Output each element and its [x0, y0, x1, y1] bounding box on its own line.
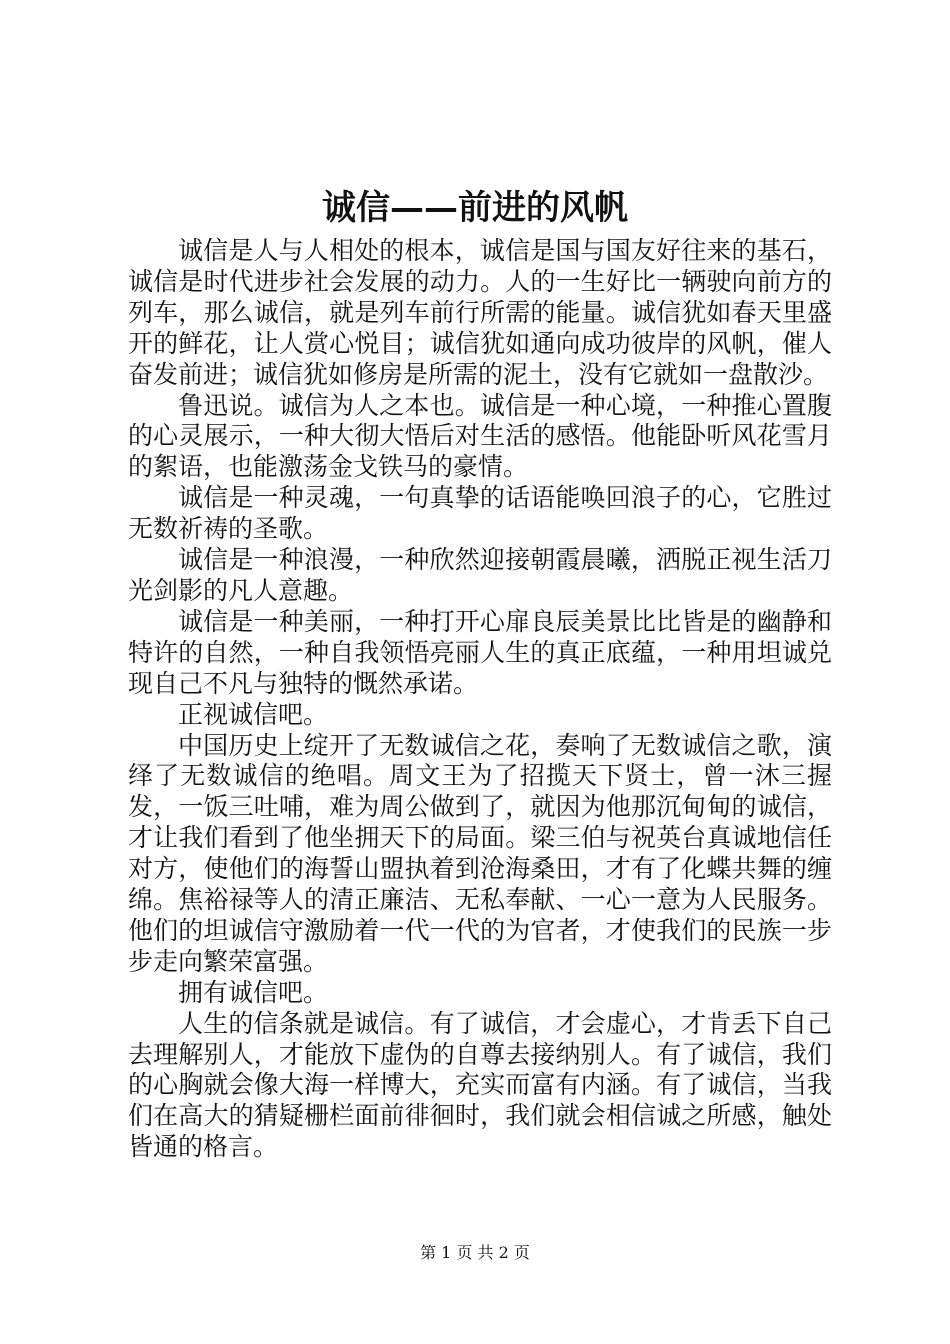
paragraph: 中国历史上绽开了无数诚信之花，奏响了无数诚信之歌，演绎了无数诚信的绝唱。周文王为了招揽天下贤士，曾一沐三握发，一饭三吐哺，难为周公做到了，就因为他那沉甸甸的诚信，才让我们看到了他坐拥天下的局面。梁三伯与祝英台真诚地信任对方，使他们的海誓山盟执着到沧海桑田，才有了化蝶共舞的缠绵。焦裕禄等人的清正廉洁、无私奉献、一心一意为人民服务。他们的坦诚信守激励着一代一代的为官者，才使我们的民族一步步走向繁荣富强。 — [128, 730, 832, 976]
paragraph: 人生的信条就是诚信。有了诚信，才会虚心，才肯丢下自己去理解别人，才能放下虚伪的自尊去接纳别人。有了诚信，我们的心胸就会像大海一样博大，充实而富有内涵。有了诚信，当我们在高大的猜疑栅栏面前徘徊时，我们就会相信诚之所感，触处皆通的格言。 — [128, 1008, 832, 1162]
paragraph: 诚信是一种美丽，一种打开心扉良辰美景比比皆是的幽静和特许的自然，一种自我领悟亮丽人生的真正底蕴，一种用坦诚兑现自己不凡与独特的慨然承诺。 — [128, 606, 832, 698]
document-title: 诚信——前进的风帆 — [322, 188, 628, 228]
paragraph: 诚信是一种灵魂，一句真挚的话语能唤回浪子的心，它胜过无数祈祷的圣歌。 — [128, 483, 832, 544]
document-body — [128, 236, 832, 1163]
paragraph: 诚信是人与人相处的根本，诚信是国与国友好往来的基石，诚信是时代进步社会发展的动力。人的一生好比一辆驶向前方的列车，那么诚信，就是列车前行所需的能量。诚信犹如春天里盛开的鲜花，让人赏心悦目；诚信犹如通向成功彼岸的风帆，催人奋发前进；诚信犹如修房是所需的泥土，没有它就如一盘散沙。 — [128, 236, 832, 389]
paragraph: 诚信是一种浪漫，一种欣然迎接朝霞晨曦，洒脱正视生活刀光剑影的凡人意趣。 — [128, 545, 832, 605]
paragraph: 拥有诚信吧。 — [178, 977, 329, 1007]
paragraph: 鲁迅说。诚信为人之本也。诚信是一种心境，一种推心置腹的心灵展示，一种大彻大悟后对生活的感悟。他能卧听风花雪月的絮语，也能激荡金戈铁马的豪情。 — [128, 390, 832, 482]
page-number-footer: 第 1 页 共 2 页 — [420, 1243, 530, 1262]
paragraph: 正视诚信吧。 — [178, 699, 329, 729]
